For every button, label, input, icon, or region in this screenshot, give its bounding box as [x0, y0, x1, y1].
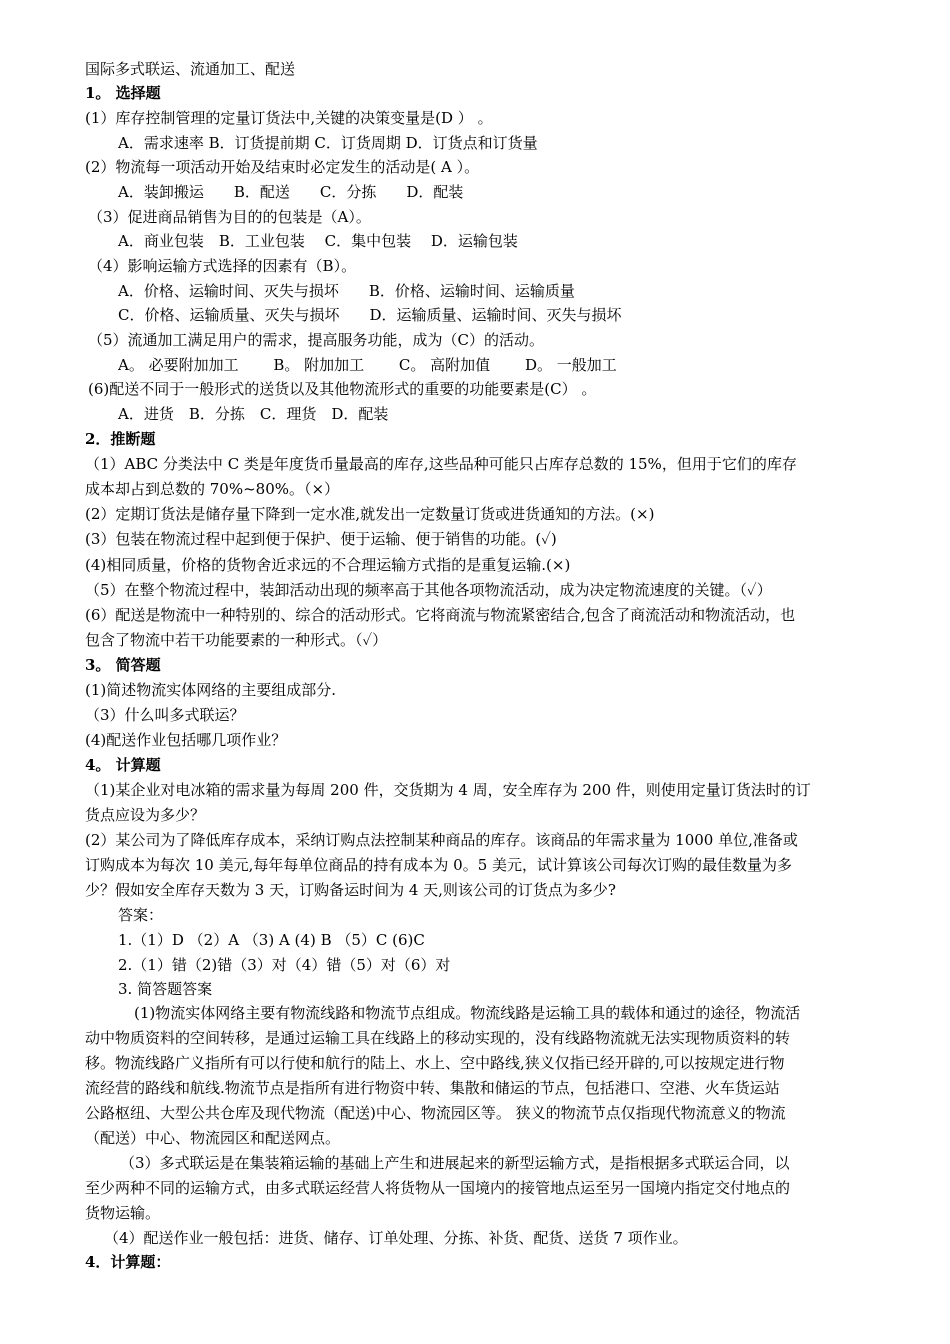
- choice-question-4: （4）影响运输方式选择的因素有（B）。: [88, 257, 357, 275]
- short-answer-question-3: （3）什么叫多式联运？: [85, 706, 245, 724]
- judgment-1-line-a: （1）ABC 分类法中 C 类是年度货币量最高的库存,这些品种可能只占库存总数的 15%，但用于它们的库存: [85, 455, 797, 473]
- answer-paragraph-1-line-e: 公路枢纽、大型公共仓库及现代物流（配送)中心、物流园区等。 狭义的物流节点仅指现代物流意义的物流: [85, 1104, 786, 1122]
- answer-paragraph-2-line-b: 至少两种不同的运输方式，由多式联运经营人将货物从一国境内的接管地点运至另一国境内指定交付地点的: [85, 1179, 791, 1197]
- section-heading-choice: 1。 选择题: [85, 84, 161, 102]
- judgment-1-line-b: 成本却占到总数的 70%~80%。（×）: [85, 480, 340, 498]
- choice-options-1: A．需求速率 B．订货提前期 C．订货周期 D．订货点和订货量: [118, 134, 538, 152]
- calc-question-2-line-a: (2）某公司为了降低库存成本，采纳订购点法控制某种商品的库存。该商品的年需求量为 1000 单位,准备或: [85, 831, 798, 849]
- answer-paragraph-1-line-a: (1)物流实体网络主要有物流线路和物流节点组成。物流线路是运输工具的载体和通过的途径，物流活: [134, 1004, 801, 1022]
- answer-paragraph-3: （4）配送作业一般包括：进货、储存、订单处理、分拣、补货、配货、送货 7 项作业。: [104, 1229, 688, 1247]
- calc-question-1-line-a: （1)某企业对电冰箱的需求量为每周 200 件，交货期为 4 周，安全库存为 200 件，则使用定量订货法时的订: [85, 781, 811, 799]
- answer-paragraph-1-line-c: 移。物流线路广义指所有可以行使和航行的陆上、水上、空中路线,狭义仅指已经开辟的,可以按规定进行物: [85, 1054, 785, 1072]
- answer-paragraph-2-line-a: （3）多式联运是在集装箱运输的基础上产生和进展起来的新型运输方式，是指根据多式联运合同，以: [120, 1154, 790, 1172]
- calc-question-1-line-b: 货点应设为多少？: [85, 806, 206, 824]
- answers-judgment: 2.（1）错（2)错（3）对（4）错（5）对（6）对: [118, 956, 451, 974]
- choice-question-2: (2）物流每一项活动开始及结束时必定发生的活动是( A ）。: [85, 158, 480, 176]
- calc-question-2-line-c: 少？假如安全库存天数为 3 天，订购备运时间为 4 天,则该公司的订货点为多少?: [85, 881, 616, 899]
- choice-options-3: A．商业包装 B．工业包装 C．集中包装 D．运输包装: [118, 232, 518, 250]
- judgment-6-line-a: (6）配送是物流中一种特别的、综合的活动形式。它将商流与物流紧密结合,包含了商流活动和物流活动，也: [85, 606, 796, 624]
- choice-question-1: (1）库存控制管理的定量订货法中,关键的决策变量是(D ） 。: [85, 109, 493, 127]
- judgment-6-line-b: 包含了物流中若干功能要素的一种形式。（✓）: [85, 631, 388, 649]
- answers-choice: 1.（1）D （2）A （3) A (4) B （5）C (6)C: [118, 931, 425, 949]
- section-heading-calculation: 4。 计算题: [85, 756, 161, 774]
- answers-calc-heading: 4．计算题：: [85, 1253, 171, 1271]
- short-answer-question-1: (1)简述物流实体网络的主要组成部分.: [85, 681, 337, 699]
- choice-question-3: （3）促进商品销售为目的的包装是（A）。: [88, 208, 371, 226]
- short-answer-question-4: (4)配送作业包括哪几项作业？: [85, 731, 287, 749]
- choice-question-6: (6)配送不同于一般形式的送货以及其他物流形式的重要的功能要素是(C） 。: [88, 380, 597, 398]
- judgment-4: (4)相同质量，价格的货物舍近求远的不合理运输方式指的是重复运输.(×): [85, 556, 571, 574]
- choice-question-5: （5）流通加工满足用户的需求，提高服务功能，成为（C）的活动。: [88, 331, 545, 349]
- answers-label: 答案：: [118, 906, 164, 924]
- answer-paragraph-2-line-c: 货物运输。: [85, 1204, 161, 1222]
- judgment-3: (3）包装在物流过程中起到便于保护、便于运输、便于销售的功能。(✓): [85, 530, 557, 548]
- document-title: 国际多式联运、流通加工、配送: [85, 60, 296, 78]
- judgment-5: （5）在整个物流过程中，装卸活动出现的频率高于其他各项物流活动，成为决定物流速度的关键。（✓）: [85, 581, 772, 599]
- answer-paragraph-1-line-f: （配送）中心、物流园区和配送网点。: [85, 1129, 341, 1147]
- judgment-2: (2）定期订货法是储存量下降到一定水准,就发出一定数量订货或进货通知的方法。(×): [85, 505, 655, 523]
- calc-question-2-line-b: 订购成本为每次 10 美元,每年每单位商品的持有成本为 0。5 美元，试计算该公司每次订购的最佳数量为多: [85, 856, 793, 874]
- answers-short-heading: 3. 简答题答案: [118, 980, 213, 998]
- answer-paragraph-1-line-d: 流经营的路线和航线.物流节点是指所有进行物资中转、集散和储运的节点，包括港口、空港、火车货运站: [85, 1079, 780, 1097]
- choice-options-5: A。 必要附加加工 B。 附加加工 C。 高附加值 D。 一般加工: [118, 356, 617, 374]
- section-heading-judgment: 2．推断题: [85, 430, 156, 448]
- choice-options-4b: C．价格、运输质量、灭失与损坏 D．运输质量、运输时间、灭失与损坏: [118, 306, 622, 324]
- choice-options-6: A．进货 B．分拣 C．理货 D．配装: [118, 405, 389, 423]
- section-heading-short-answer: 3。 简答题: [85, 656, 161, 674]
- answer-paragraph-1-line-b: 动中物质资料的空间转移，是通过运输工具在线路上的移动实现的，没有线路物流就无法实现物质资料的转: [85, 1029, 791, 1047]
- choice-options-4a: A．价格、运输时间、灭失与损坏 B．价格、运输时间、运输质量: [118, 282, 575, 300]
- choice-options-2: A．装卸搬运 B．配送 C．分拣 D．配装: [118, 183, 464, 201]
